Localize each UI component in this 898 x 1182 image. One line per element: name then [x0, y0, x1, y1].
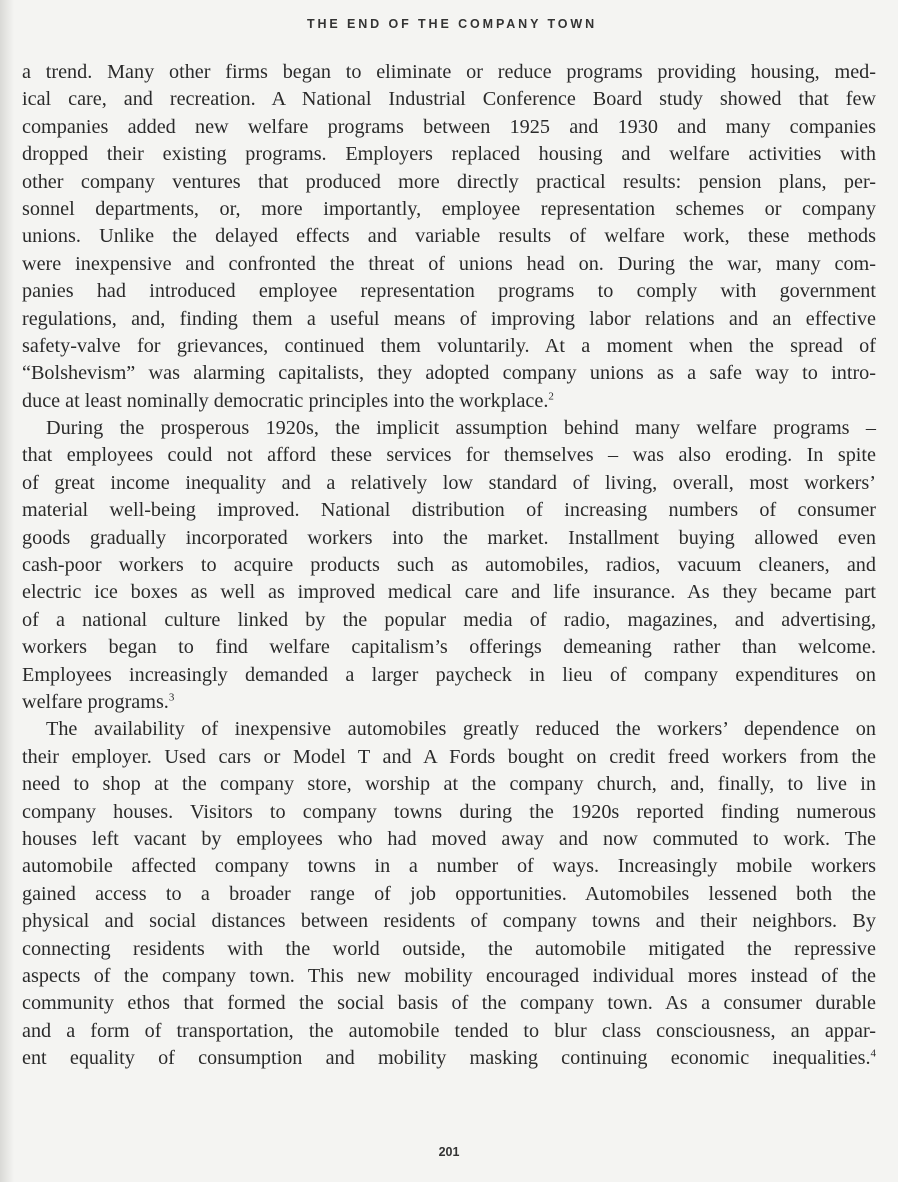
paragraph	[22, 59, 876, 415]
text-line: aspects of the company town. This new mobility encouraged individual mores instead of the	[22, 964, 876, 987]
text-line: their employer. Used cars or Model T and A Fords bought on credit freed workers from the	[22, 745, 876, 768]
paragraph	[22, 415, 876, 716]
text-line: cash-poor workers to acquire products such as automobiles, radios, vacuum cleaners, and	[22, 554, 876, 577]
text-line: duce at least nominally democratic principles into the workplace.$^2$	[22, 389, 554, 412]
body-text	[22, 59, 876, 1072]
text-line: goods gradually incorporated workers into the market. Installment buying allowed even	[22, 526, 876, 549]
text-line: a trend. Many other firms began to eliminate or reduce programs providing housing, med-	[22, 61, 876, 83]
text-line: The availability of inexpensive automobiles greatly reduced the workers’ dependence on	[46, 718, 876, 741]
text-line: were inexpensive and confronted the threat of unions head on. During the war, many com-	[22, 252, 876, 275]
text-line: dropped their existing programs. Employers replaced housing and welfare activities with	[22, 143, 876, 166]
footnote-marker[interactable]: 3	[168, 691, 175, 704]
text-line: houses left vacant by employees who had moved away and now commuted to work. The	[22, 827, 876, 850]
text-line: connecting residents with the world outside, the automobile mitigated the repressive	[22, 937, 876, 960]
text-line: companies added new welfare programs between 1925 and 1930 and many companies	[22, 115, 876, 138]
text-line: automobile affected company towns in a number of ways. Increasingly mobile workers	[22, 855, 876, 878]
text-line: other company ventures that produced more directly practical results: pension plans, per-	[22, 170, 876, 193]
text-line: company houses. Visitors to company towns during the 1920s reported finding numerous	[22, 800, 876, 823]
paragraph	[22, 716, 876, 1072]
text-line: that employees could not afford these services for themselves – was also eroding. In spite	[22, 444, 876, 467]
footnote-marker[interactable]: 2	[548, 389, 554, 402]
text-line: regulations, and, finding them a useful means of improving labor relations and an effective	[22, 307, 876, 330]
text-line: welfare programs.$^3$	[22, 690, 175, 713]
text-line: gained access to a broader range of job opportunities. Automobiles lessened both the	[22, 882, 876, 905]
text-line: physical and social distances between residents of company towns and their neighbors. By	[22, 910, 876, 933]
text-line: community ethos that formed the social basis of the company town. As a consumer durable	[22, 992, 876, 1015]
text-line: material well-being improved. National distribution of increasing numbers of consumer	[22, 499, 876, 522]
text-line: electric ice boxes as well as improved medical care and life insurance. As they became part	[22, 581, 876, 604]
page-number: 201	[438, 1145, 460, 1159]
text-line: During the prosperous 1920s, the implicit assumption behind many welfare programs –	[46, 417, 876, 440]
running-head: THE END OF THE COMPANY TOWN	[306, 17, 598, 31]
text-line: safety-valve for grievances, continued them voluntarily. At a moment when the spread of	[22, 334, 876, 357]
text-line: ent equality of consumption and mobility masking continuing economic inequalities.$^4$	[22, 1047, 876, 1070]
text-line: of great income inequality and a relatively low standard of living, overall, most workers’	[22, 471, 876, 494]
text-line: of a national culture linked by the popular media of radio, magazines, and advertising,	[22, 608, 876, 631]
text-line: panies had introduced employee representation programs to comply with government	[22, 280, 876, 303]
text-line: and a form of transportation, the automobile tended to blur class consciousness, an appar-	[22, 1019, 876, 1042]
text-line: sonnel departments, or, more importantly, employee representation schemes or company	[22, 197, 876, 220]
text-line: unions. Unlike the delayed effects and variable results of welfare work, these methods	[22, 225, 876, 248]
text-line: “Bolshevism” was alarming capitalists, they adopted company unions as a safe way to intro-	[22, 362, 876, 385]
page-gutter-shadow	[0, 0, 14, 1182]
text-line: workers began to find welfare capitalism’s offerings demeaning rather than welcome.	[22, 636, 876, 659]
text-line: Employees increasingly demanded a larger paycheck in lieu of company expenditures on	[22, 663, 876, 686]
footnote-marker[interactable]: 4	[870, 1047, 876, 1060]
text-line: ical care, and recreation. A National Industrial Conference Board study showed that few	[22, 88, 876, 111]
text-line: need to shop at the company store, worship at the company church, and, finally, to live in	[22, 773, 876, 796]
